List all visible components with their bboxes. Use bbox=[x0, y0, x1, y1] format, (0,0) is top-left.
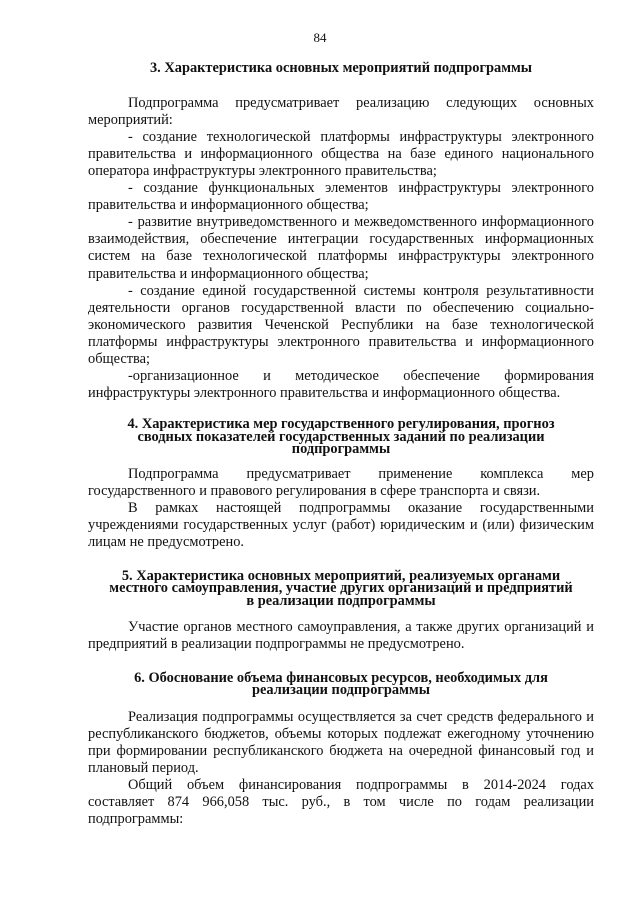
section-3-item: - создание функциональных элементов инфраструктуры электронного правительства и информационного общества; bbox=[88, 180, 594, 214]
section-5-heading bbox=[88, 567, 594, 609]
section-5-heading-line: местного самоуправления, участие других организаций и предприятий bbox=[109, 580, 573, 597]
section-3-item: - создание технологической платформы инфраструктуры электронного правительства и информационного общества на базе единого национального оператора инфраструктуры электронного правительства; bbox=[88, 128, 594, 179]
section-6-heading-line: 6. Обоснование объема финансовых ресурсов, необходимых для bbox=[134, 669, 548, 686]
section-4-heading-line: подпрограммы bbox=[291, 441, 391, 458]
section-5-heading-line: в реализации подпрограммы bbox=[246, 592, 436, 609]
section-6-paragraph: Общий объем финансирования подпрограммы в 2014-2024 годах составляет 874 966,058 тыс. руб., в том числе по годам реализации подпрограммы: bbox=[88, 777, 594, 828]
section-4-paragraph: Подпрограмма предусматривает применение комплекса мер государственного и правового регулирования в сфере транспорта и связи. bbox=[88, 466, 594, 500]
section-3-intro: Подпрограмма предусматривает реализацию следующих основных мероприятий: bbox=[88, 94, 594, 128]
section-4-paragraph: В рамках настоящей подпрограммы оказание государственными учреждениями государственных услуг (работ) юридическим и (или) физическим лицам не предусмотрено. bbox=[88, 500, 594, 551]
section-3-item: -организационное и методическое обеспечение формирования инфраструктуры электронного правительства и информационного общества. bbox=[88, 368, 594, 402]
page-number: 84 bbox=[313, 30, 327, 45]
section-6-heading-line: реализации подпрограммы bbox=[252, 682, 430, 699]
section-3-item: - развитие внутриведомственного и межведомственного информационного взаимодействия, обеспечение интеграции государственных информационных систем на базе технологической платформы инфраструктуры электронного правительства и информационного общества; bbox=[88, 214, 594, 282]
section-3-heading: 3. Характеристика основных мероприятий подпрограммы bbox=[149, 60, 533, 76]
section-6-paragraph: Реализация подпрограммы осуществляется за счет средств федерального и республиканского бюджетов, объемы которых подлежат ежегодному уточнению при формировании республиканского бюджета на очередной финансовый год и плановый период. bbox=[88, 708, 594, 776]
section-4-heading bbox=[88, 418, 594, 456]
section-4-heading-line: сводных показателей государственных заданий по реализации bbox=[137, 428, 545, 445]
section-6-heading bbox=[88, 669, 594, 699]
section-4-heading-line: 4. Характеристика мер государственного регулирования, прогноз bbox=[127, 416, 555, 433]
section-5-heading-line: 5. Характеристика основных мероприятий, реализуемых органами bbox=[121, 567, 561, 584]
section-5-paragraph: Участие органов местного самоуправления, а также других организаций и предприятий в реализации подпрограммы не предусмотрено. bbox=[88, 619, 594, 653]
section-3-item: - создание единой государственной системы контроля результативности деятельности органов государственной власти по обеспечению социально-экономического развития Чеченской Республики на базе технологической платформы инфраструктуры электронного правительства и информационного общества; bbox=[88, 282, 594, 367]
page-content bbox=[88, 62, 594, 828]
